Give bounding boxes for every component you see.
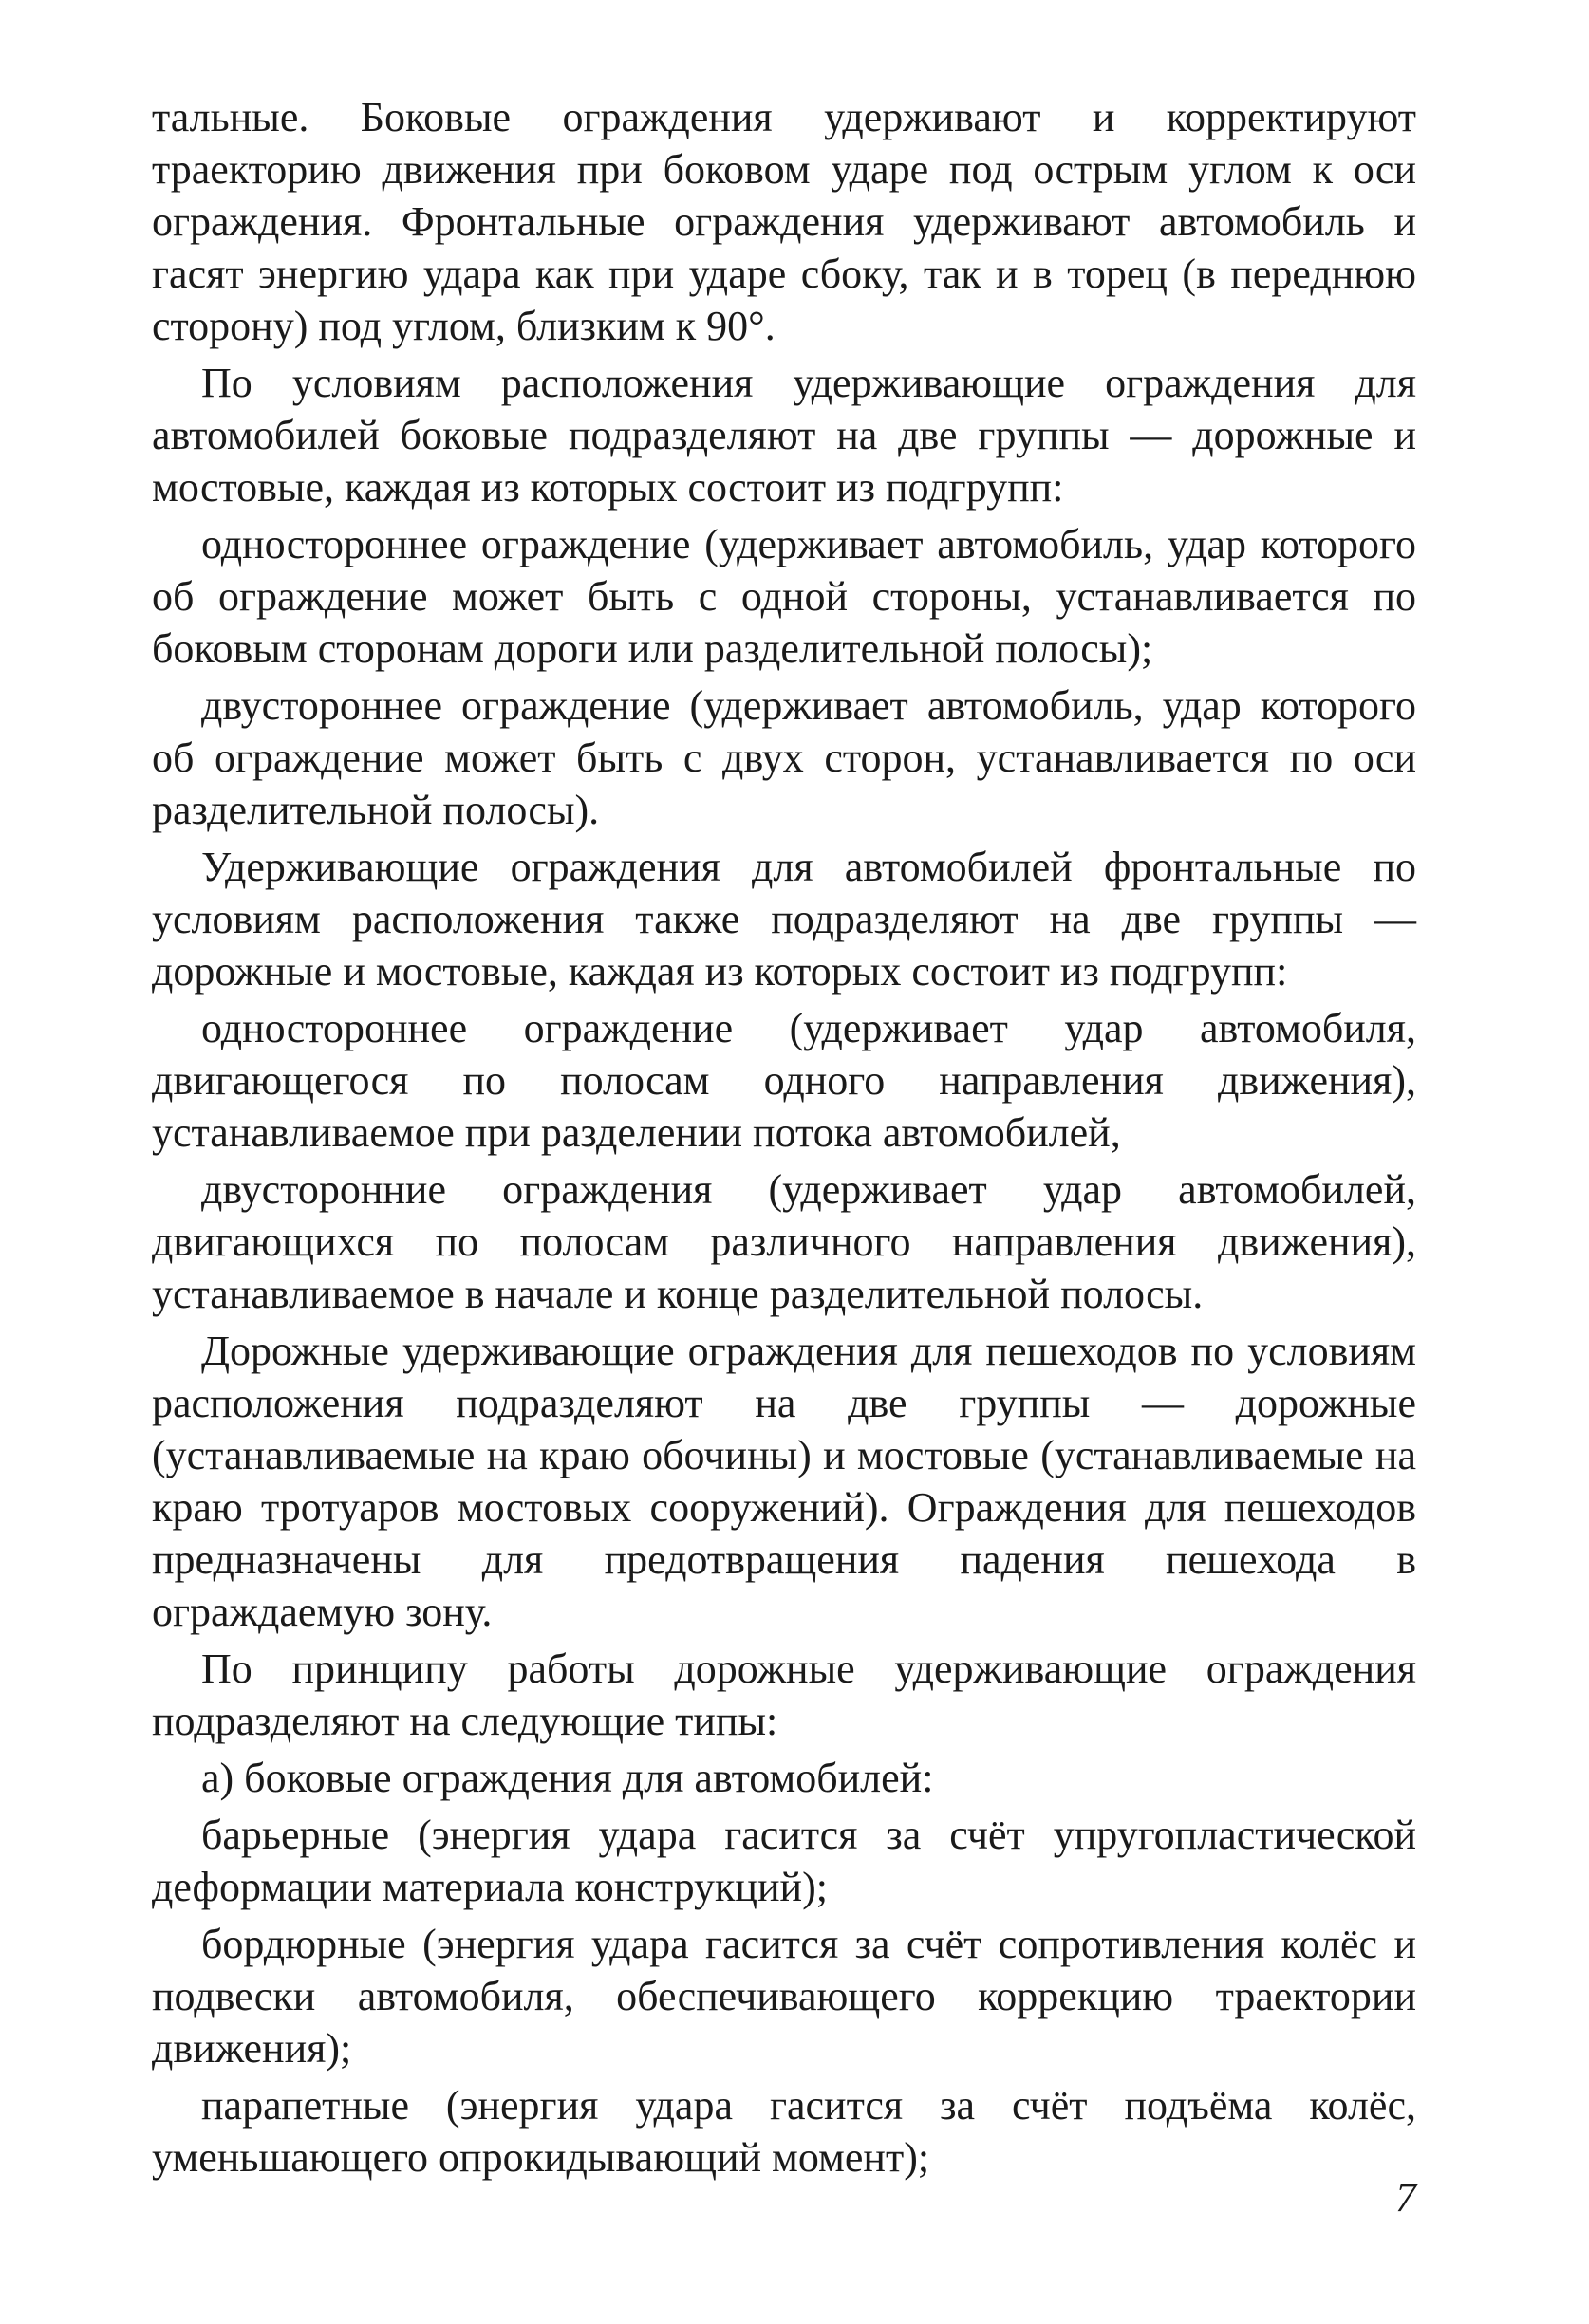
paragraph-frontal-one-sided: одностороннее ограждение (удерживает удар автомобиля, двигающегося по полосам одного направления движения), устанавливаемое при разделении потока автомобилей, (152, 1005, 1416, 1156)
paragraph-pedestrian-barriers: Дорожные удерживающие ограждения для пешеходов по условиям расположения подразделяют на две группы — дорожные (устанавливаемые на краю обочины) и мостовые (устанавливаемые на краю тротуаров мостовых сооружений). Ограждения для пешеходов предназначены для предотвращения падения пешехода в ограждаемую зону. (152, 1328, 1416, 1635)
paragraph-two-sided-barrier: двустороннее ограждение (удерживает автомобиль, удар которого об ограждение может быть с двух сторон, устанавливается по оси разделительной полосы). (152, 682, 1416, 833)
paragraph-curb-type: бордюрные (энергия удара гасится за счёт сопротивления колёс и подвески автомобиля, обеспечивающего коррекцию траектории движения); (152, 1921, 1416, 2072)
paragraph-types-intro: По принципу работы дорожные удерживающие ограждения подразделяют на следующие типы: (152, 1645, 1416, 1744)
paragraph-frontal-barriers-groups: Удерживающие ограждения для автомобилей фронтальные по условиям расположения также подразделяют на две группы — дорожные и мостовые, каждая из которых состоит из подгрупп: (152, 844, 1416, 995)
paragraph-list-a: а) боковые ограждения для автомобилей: (201, 1755, 934, 1801)
paragraph-continuation: тальные. Боковые ограждения удерживают и корректируют траекторию движения при боковом ударе под острым углом к оси ограждения. Фронтальные ограждения удерживают автомобиль и гасят энергию удара как при ударе сбоку, так и в торец (в переднюю сторону) под углом, близким к 90°. (152, 94, 1416, 349)
paragraph-frontal-two-sided: двусторонние ограждения (удерживает удар автомобилей, двигающихся по полосам различного направления движения), устанавливаемое в начале и конце разделительной полосы. (152, 1166, 1416, 1317)
paragraph-barrier-type: барьерные (энергия удара гасится за счёт упругопластической деформации материала конструкций); (152, 1812, 1416, 1910)
paragraph-parapet-type: парапетные (энергия удара гасится за счёт подъёма колёс, уменьшающего опрокидывающий момент); (152, 2082, 1416, 2181)
paragraph-side-barriers-groups: По условиям расположения удерживающие ограждения для автомобилей боковые подразделяют на две группы — дорожные и мостовые, каждая из которых состоит из подгрупп: (152, 360, 1416, 511)
body-text (152, 91, 1416, 2188)
paragraph-one-sided-barrier: одностороннее ограждение (удерживает автомобиль, удар которого об ограждение может быть с одной стороны, устанавливается по боковым сторонам дороги или разделительной полосы); (152, 521, 1416, 672)
page-number: 7 (1395, 2174, 1416, 2221)
